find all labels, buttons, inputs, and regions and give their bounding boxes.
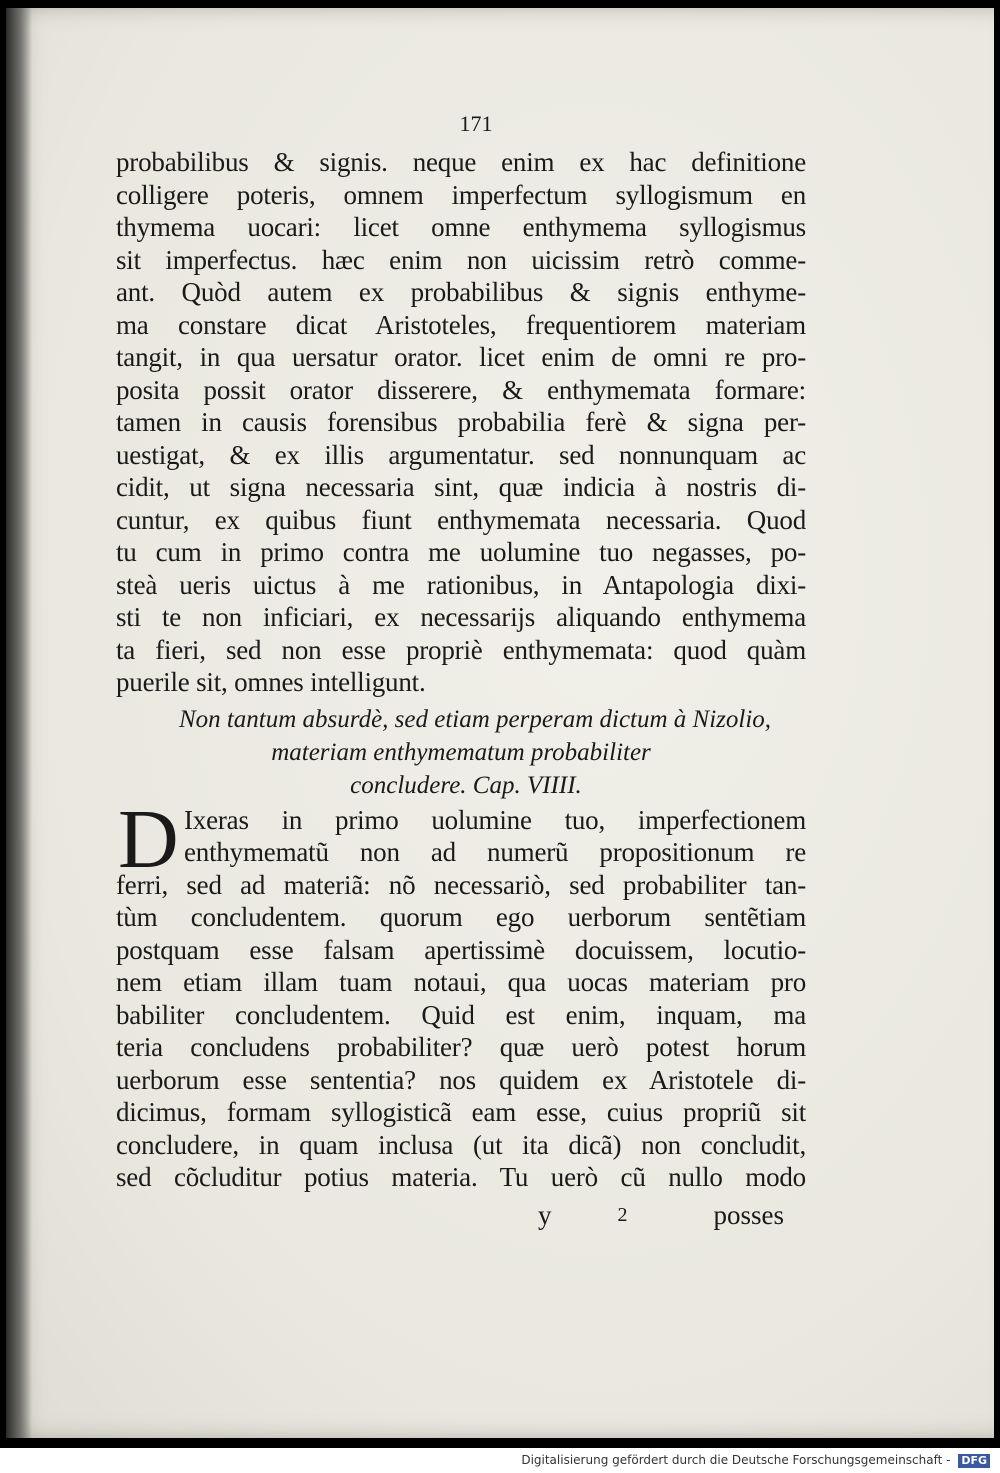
text-line: tangit, in qua uersatur orator. licet enim de omni re pro- <box>116 342 806 372</box>
text-line: uestigat, & ex illis argumentatur. sed nonnunquam ac <box>116 439 806 470</box>
paragraph-2 <box>116 869 806 1194</box>
text-line: tamen in causis forensibus probabilia ferè & signa per- <box>116 407 806 437</box>
paragraph-1 <box>116 146 806 699</box>
catchword: posses <box>713 1199 784 1230</box>
chapter-heading <box>116 703 806 802</box>
text-line: babiliter concludentem. Quid est enim, inquam, ma <box>116 999 806 1030</box>
text-line: ant. Quòd autem ex probabilibus & signis enthyme- <box>116 277 806 307</box>
text-line: thymema uocari: licet omne enthymema syllogismus <box>116 212 806 242</box>
heading-line: concludere. Cap. VIIII. <box>350 771 582 799</box>
heading-line: Non tantum absurdè, sed etiam perperam dictum à Nizolio, <box>178 705 772 733</box>
drop-cap-initial: D <box>118 792 179 886</box>
text-line: concludere, in quam inclusa (ut ita dicã) non concludit, <box>116 1129 806 1160</box>
text-line: sti te non inficiari, ex necessarijs aliquando enthymema <box>116 602 806 632</box>
text-line: tùm concludentem. quorum ego uerborum sentẽtiam <box>116 902 806 932</box>
text-line: sed cõcluditur potius materia. Tu uerò cũ nullo modo <box>116 1162 806 1192</box>
text-line: probabilibus & signis. neque enim ex hac definitione <box>116 147 806 177</box>
text-line: teria concludens probabiliter? quæ uerò potest horum <box>116 1032 806 1062</box>
text-line: ta fieri, sed non esse propriè enthymemata: quod quàm <box>116 634 806 665</box>
footer-credit <box>521 1453 990 1468</box>
book-page <box>6 8 994 1438</box>
digitization-footer <box>0 1448 1000 1473</box>
text-block <box>116 110 806 1232</box>
text-line: posita possit orator disserere, & enthymemata formare: <box>116 374 806 405</box>
text-line: steà ueris uictus à me rationibus, in Antapologia dixi- <box>116 569 806 600</box>
heading-line: materiam enthymematum probabiliter <box>271 738 651 766</box>
text-line: puerile sit, omnes intelligunt. <box>116 667 426 697</box>
text-line: nem etiam illam tuam notaui, qua uocas materiam pro <box>116 967 806 997</box>
page-footer-marks <box>116 1198 806 1232</box>
dfg-logo-icon: DFG <box>958 1454 990 1468</box>
text-line: enthymematũ non ad numerũ propositionum re <box>184 837 806 867</box>
text-line: ferri, sed ad materiã: nõ necessariò, sed probabiliter tan- <box>116 869 806 900</box>
page-number: 171 <box>459 111 493 136</box>
footer-credit-text: Digitalisierung gefördert durch die Deutsche Forschungsgemeinschaft - <box>521 1453 951 1467</box>
text-line: dicimus, formam syllogisticã eam esse, cuius propriũ sit <box>116 1097 806 1127</box>
text-line: tu cum in primo contra me uolumine tuo negasses, po- <box>116 537 806 567</box>
text-line: colligere poteris, omnem imperfectum syllogismum en <box>116 179 806 210</box>
text-line: Ixeras in primo uolumine tuo, imperfectionem <box>184 804 806 835</box>
text-line: uerborum esse sententia? nos quidem ex Aristotele di- <box>116 1064 806 1095</box>
page-gutter-shadow <box>6 8 32 1438</box>
text-line: cuntur, ex quibus fiunt enthymemata necessaria. Quod <box>116 504 806 535</box>
text-line: sit imperfectus. hæc enim non uicissim retrò comme- <box>116 244 806 275</box>
signature-mark: y <box>537 1199 552 1230</box>
text-line: ma constare dicat Aristoteles, frequentiorem materiam <box>116 309 806 340</box>
signature-number: 2 <box>617 1203 628 1226</box>
text-line: postquam esse falsam apertissimè docuissem, locutio- <box>116 934 806 965</box>
text-line: cidit, ut signa necessaria sint, quæ indicia à nostris di- <box>116 472 806 502</box>
